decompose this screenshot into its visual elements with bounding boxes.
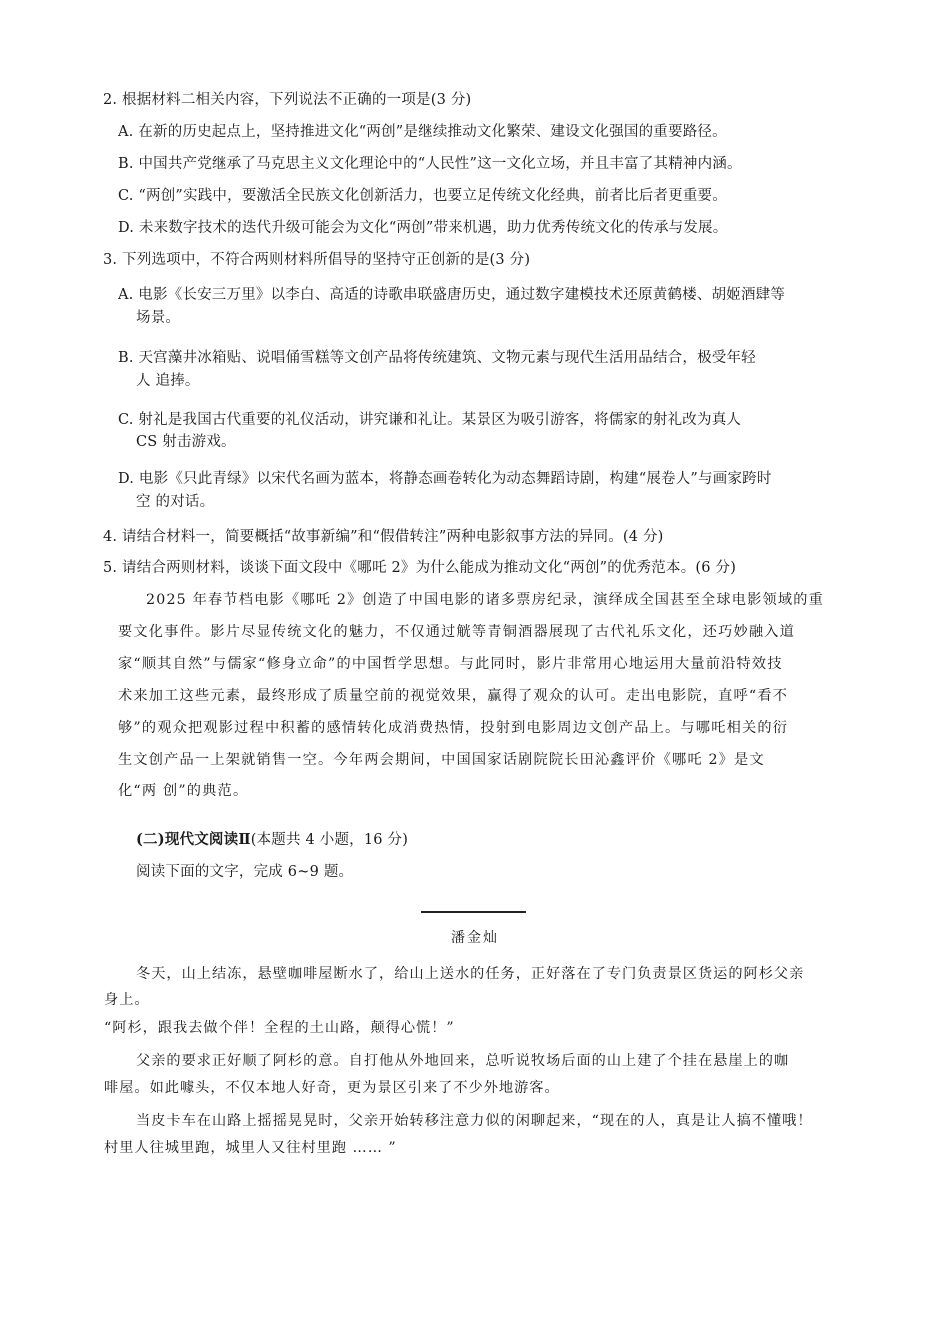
question-3-option-d: D. 电影《只此青绿》以宋代名画为蓝本，将静态画卷转化为动态舞蹈诗剧，构建“展卷人”与画家跨时 bbox=[118, 471, 772, 487]
question-5-passage-line: 家“顺其自然”与儒家“修身立命”的中国哲学思想。与此同时，影片非常用心地运用大量前沿特效技 bbox=[118, 656, 783, 672]
story-paragraph-line: 啡屋。如此噱头，不仅本地人好奇，更为景区引来了不少外地游客。 bbox=[104, 1080, 560, 1096]
question-3-option-a-cont: 场景。 bbox=[136, 310, 181, 326]
question-2-option-d: D. 未来数字技术的迭代升级可能会为文化“两创”带来机遇，助力优秀传统文化的传承与发展。 bbox=[118, 220, 728, 236]
story-paragraph-line: 当皮卡车在山路上摇摇晃晃时，父亲开始转移注意力似的闲聊起来，“现在的人，真是让人搞不懂哦！ bbox=[136, 1113, 813, 1129]
question-3-stem: 3. 下列选项中，不符合两则材料所倡导的坚持守正创新的是(3 分) bbox=[103, 252, 531, 268]
story-paragraph-line: 村里人往城里跑，城里人又往村里跑 …… ” bbox=[104, 1140, 397, 1156]
story-paragraph-line: 身上。 bbox=[104, 992, 150, 1008]
question-3-option-c-cont: CS 射击游戏。 bbox=[136, 434, 236, 450]
question-5-stem: 5. 请结合两则材料，谈谈下面文段中《哪吒 2》为什么能成为推动文化“两创”的优秀范本。(6 分) bbox=[103, 560, 737, 576]
story-paragraph-line: 父亲的要求正好顺了阿杉的意。自打他从外地回来，总听说牧场后面的山上建了个挂在悬崖上的咖 bbox=[136, 1053, 790, 1069]
question-5-passage-line: 化“两 创”的典范。 bbox=[118, 783, 249, 799]
question-2-stem: 2. 根据材料二相关内容，下列说法不正确的一项是(3 分) bbox=[103, 92, 472, 108]
question-3-option-c: C. 射礼是我国古代重要的礼仪活动，讲究谦和礼让。某景区为吸引游客，将儒家的射礼改为真人 bbox=[118, 412, 742, 428]
section-2-heading bbox=[136, 830, 408, 850]
question-3-option-b-cont: 人 追捧。 bbox=[136, 373, 200, 389]
question-5-passage-line: 术来加工这些元素，最终形成了质量空前的视觉效果，赢得了观众的认可。走出电影院，直呼“看不 bbox=[118, 688, 789, 704]
section-2-instruction: 阅读下面的文字，完成 6~9 题。 bbox=[136, 864, 354, 880]
question-2-option-b: B. 中国共产党继承了马克思主义文化理论中的“人民性”这一文化立场，并且丰富了其精神内涵。 bbox=[118, 156, 742, 172]
question-5-passage-line: 够”的观众把观影过程中积蓄的感情转化成消费热情，投射到电影周边文创产品上。与哪吒相关的衍 bbox=[118, 720, 789, 736]
question-5-passage-line: 要文化事件。影片尽显传统文化的魅力，不仅通过觥等青铜酒器展现了古代礼乐文化，还巧妙融入道 bbox=[118, 624, 796, 640]
question-4-stem: 4. 请结合材料一，简要概括“故事新编”和“假借转注”两种电影叙事方法的异同。(4 分) bbox=[103, 529, 664, 545]
question-3-option-d-cont: 空 的对话。 bbox=[136, 494, 215, 510]
question-2-option-c: C. “两创”实践中，要激活全民族文化创新活力，也要立足传统文化经典，前者比后者更重要。 bbox=[118, 188, 727, 204]
story-paragraph-line: 冬天，山上结冻，悬壁咖啡屋断水了，给山上送水的任务，正好落在了专门负责景区货运的阿杉父亲 bbox=[136, 966, 805, 982]
question-3-option-b: B. 天宫藻井冰箱贴、说唱俑雪糕等文创产品将传统建筑、文物元素与现代生活用品结合，极受年轻 bbox=[118, 350, 756, 366]
question-2-option-a: A. 在新的历史起点上，坚持推进文化“两创”是继续推动文化繁荣、建设文化强国的重要路径。 bbox=[118, 124, 727, 140]
question-3-option-a: A. 电影《长安三万里》以李白、高适的诗歌串联盛唐历史，通过数字建模技术还原黄鹤楼、胡姬酒肆等 bbox=[118, 287, 786, 303]
story-author: 潘金灿 bbox=[451, 930, 499, 946]
section-2-title: (二)现代文阅读Ⅱ bbox=[136, 831, 251, 848]
story-paragraph-line: “阿杉，跟我去做个伴！全程的土山路，颠得心慌！” bbox=[104, 1020, 455, 1036]
question-5-passage-line: 生文创产品一上架就销售一空。今年两会期间，中国国家话剧院院长田沁鑫评价《哪吒 2》是文 bbox=[118, 752, 765, 768]
question-5-passage-line: 2025 年春节档电影《哪吒 2》创造了中国电影的诸多票房纪录，演绎成全国甚至全球电影领域的重 bbox=[146, 592, 825, 608]
section-2-subtitle: (本题共 4 小题，16 分) bbox=[250, 832, 409, 848]
title-rule bbox=[421, 911, 526, 913]
